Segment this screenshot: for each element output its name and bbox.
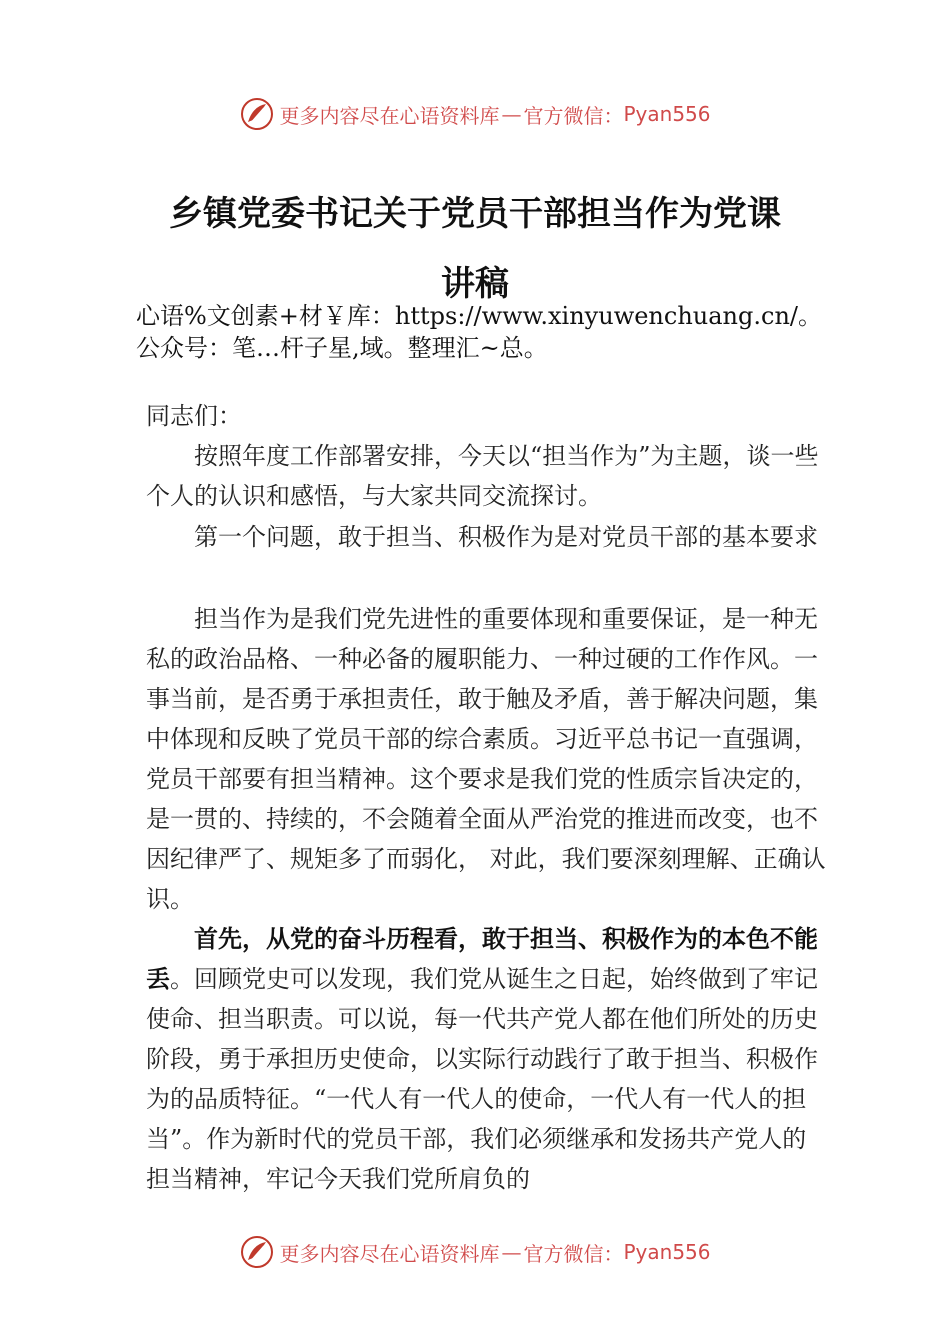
banner-brand: 更多内容尽在心语资料库	[279, 1241, 500, 1266]
logo-icon	[239, 96, 275, 132]
banner-separator: —	[501, 1240, 522, 1264]
banner-account: Pyan556	[623, 1240, 711, 1264]
header-banner	[0, 94, 950, 134]
banner-separator: —	[501, 102, 522, 126]
paragraph-2: 担当作为是我们党先进性的重要体现和重要保证，是一种无私的政治品格、一种必备的履职能力、一种过硬的工作作风。一事当前，是否勇于承担责任，敢于触及矛盾，善于解决问题，集中体现和反映了党员干部的综合素质。习近平总书记一直强调，党员干部要有担当精神。这个要求是我们党的性质宗旨决定的，是一贯的、持续的，不会随着全面从严治党的推进而改变，也不因纪律严了、规矩多了而弱化， 对此，我们要深刻理解、正确认识。	[146, 605, 826, 913]
document-title-line2: 讲稿	[441, 264, 509, 304]
banner-brand: 更多内容尽在心语资料库	[279, 103, 500, 128]
paragraph-intro: 按照年度工作部署安排，今天以“担当作为”为主题，谈一些个人的认识和感悟，与大家共同交流探讨。	[146, 442, 819, 510]
banner-wechat-label: 官方微信：	[523, 103, 624, 128]
logo-icon	[239, 1234, 275, 1270]
banner-wechat-label: 官方微信：	[523, 1241, 624, 1266]
source-line: 心语%文创素+材￥库：https://www.xinyuwenchuang.cn/。公众号：笔…杆子星,域。整理汇~总。	[136, 302, 822, 362]
footer-banner	[0, 1232, 950, 1272]
paragraph-3-lead: 首先，从党的奋斗历程看，敢于担当、积极作为的本色不能丢	[146, 925, 818, 993]
banner-account: Pyan556	[623, 102, 711, 126]
document-title-line1: 乡镇党委书记关于党员干部担当作为党课	[169, 194, 781, 234]
section-heading-1: 第一个问题，敢于担当、积极作为是对党员干部的基本要求	[194, 523, 818, 551]
paragraph-3	[146, 919, 826, 1199]
paragraph-3-text: 。回顾党史可以发现，我们党从诞生之日起，始终做到了牢记使命、担当职责。可以说，每一代共产党人都在他们所处的历史阶段，勇于承担历史使命，以实际行动践行了敢于担当、积极作为的品质特征。“一代人有一代人的使命，一代人有一代人的担当”。作为新时代的党员干部，我们必须继承和发扬共产党人的担当精神，牢记今天我们党所肩负的	[146, 965, 818, 1193]
greeting: 同志们：	[146, 402, 242, 430]
